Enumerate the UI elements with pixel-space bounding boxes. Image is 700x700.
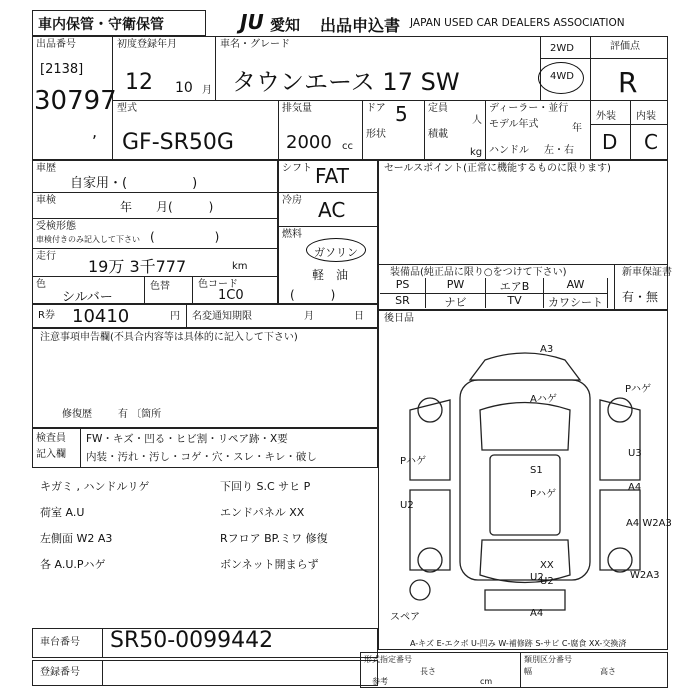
handle-label: ハンドル bbox=[489, 145, 529, 156]
reg-label: 登録番号 bbox=[40, 667, 80, 678]
paint-label: 色替 bbox=[150, 281, 170, 292]
note-line: キガミ , ハンドルリゲ bbox=[40, 480, 150, 493]
interior-value: C bbox=[644, 130, 658, 154]
color-label: 色 bbox=[36, 279, 46, 290]
cm-unit: cm bbox=[480, 677, 493, 686]
cooler-value: AC bbox=[318, 198, 346, 222]
load-label: 積載 bbox=[428, 129, 448, 140]
meigi-day: 日 bbox=[354, 311, 364, 322]
chassis-value: SR50-0099442 bbox=[110, 628, 274, 653]
storage-labels: 車内保管・守衛保管 bbox=[38, 17, 164, 33]
history-label: 車歴 bbox=[36, 163, 56, 174]
lot-number: 30797 bbox=[34, 86, 117, 116]
dealer-label: ディーラー・並行 bbox=[489, 103, 569, 114]
diagram-mark: U2 bbox=[400, 500, 414, 511]
sales-label: セールスポイント(正常に機能するものに限ります) bbox=[384, 163, 611, 174]
cc-unit: cc bbox=[342, 141, 353, 152]
fuel-gas: ガソリン bbox=[314, 246, 358, 259]
fuel-blank: ( ) bbox=[290, 288, 336, 302]
org-name: 愛知 bbox=[270, 16, 301, 34]
drive-4wd-circle bbox=[538, 62, 584, 94]
capacity-unit: 人 bbox=[472, 115, 482, 126]
door-value: 5 bbox=[395, 102, 408, 126]
equip-label: 装備品(純正品に限り○をつけて下さい) bbox=[390, 267, 567, 278]
note-line: 下回り S.C サヒ P bbox=[220, 480, 311, 493]
diagram-mark: A4 bbox=[530, 608, 544, 619]
first-reg-year: 12 bbox=[125, 70, 153, 95]
diagram-mark: Pハゲ bbox=[400, 456, 427, 467]
equipment-item: カワシート bbox=[544, 293, 608, 308]
lot-label: 出品番号 bbox=[36, 39, 76, 50]
ju-logo: JU bbox=[240, 10, 264, 34]
cc-label: 排気量 bbox=[282, 103, 312, 114]
fuel-gas-circle bbox=[306, 238, 366, 262]
check-row-2: 内装・汚れ・汚し・コゲ・穴・スレ・キレ・破し bbox=[86, 451, 317, 463]
diagram-mark: A4 bbox=[628, 482, 642, 493]
cat-label: 類別区分番号 bbox=[524, 655, 572, 664]
rken-unit: 円 bbox=[170, 311, 180, 322]
note-line: 荷室 A.U bbox=[40, 506, 85, 519]
diagram-legend: A-キズ E-エクボ U-凹み W-補修跡 S-サビ C-腐食 XX-交換済 bbox=[410, 639, 627, 648]
shaken-label: 車検 bbox=[36, 195, 56, 206]
equipment-item: ナビ bbox=[426, 293, 486, 308]
diagram-mark: A3 bbox=[540, 344, 554, 355]
handwritten-notes bbox=[40, 478, 380, 598]
receipt-value: ( ) bbox=[150, 230, 220, 244]
rating-label: 評価点 bbox=[610, 41, 640, 52]
shape-label: 形状 bbox=[366, 129, 386, 140]
diagram-mark: Pハゲ bbox=[625, 384, 652, 395]
warranty-value: 有・無 bbox=[622, 290, 659, 304]
height-label: 高さ bbox=[600, 667, 616, 676]
receipt-sub: 車検付きのみ記入して下さい bbox=[36, 235, 140, 244]
caution-label: 注意事項申告欄(不具合内容等は具体的に記入して下さい) bbox=[40, 332, 298, 343]
check-row-1: FW・キズ・凹る・ヒビ割・リペア跡・X要 bbox=[86, 433, 288, 445]
rec-label: 形式指定番号 bbox=[364, 655, 412, 664]
colorcode-label: 色コード bbox=[198, 279, 238, 290]
shaken-value: 年 月( ) bbox=[120, 200, 214, 214]
door-label: ドア bbox=[366, 103, 386, 114]
rating-value: R bbox=[618, 66, 638, 99]
chassis-label: 車台番号 bbox=[40, 637, 80, 648]
reg-box bbox=[32, 660, 378, 686]
equipment-item: エアB bbox=[486, 278, 544, 293]
drive-4wd: 4WD bbox=[550, 71, 574, 82]
rken-value: 10410 bbox=[72, 306, 130, 327]
meigi-month: 月 bbox=[304, 311, 314, 322]
inspector-label: 検査員 bbox=[36, 433, 66, 444]
capacity-label: 定員 bbox=[428, 103, 448, 114]
cc-value: 2000 bbox=[286, 132, 332, 153]
model-value: タウンエース 17 SW bbox=[232, 68, 460, 96]
color-value: シルバー bbox=[62, 290, 113, 305]
shift-value: FAT bbox=[315, 164, 350, 188]
shift-label: シフト bbox=[282, 163, 312, 174]
diagram-mark: A4 W2A3 bbox=[626, 518, 672, 529]
first-reg-label: 初度登録年月 bbox=[117, 39, 177, 50]
equipment-item: AW bbox=[544, 278, 608, 293]
mileage-unit: km bbox=[232, 261, 248, 272]
mileage-label: 走行 bbox=[36, 251, 56, 262]
equipment-item: TV bbox=[486, 293, 544, 308]
exterior-value: D bbox=[602, 130, 618, 154]
diagram-mark: XX bbox=[540, 560, 554, 571]
diagram-mark: Aハゲ bbox=[530, 394, 557, 405]
lot-bracket: [2138] bbox=[40, 62, 84, 77]
note-line: エンドパネル XX bbox=[220, 506, 305, 519]
model-label: 車名・グレード bbox=[220, 39, 290, 50]
meigi-label: 名変通知期限 bbox=[192, 311, 252, 322]
diagram-mark: U2 bbox=[540, 576, 554, 587]
note-line: 各 A.U.Pハゲ bbox=[40, 558, 106, 571]
type-label: 型式 bbox=[117, 103, 137, 114]
note-line: Rフロア BP.ミワ 修復 bbox=[220, 532, 328, 545]
colorcode-value: 1C0 bbox=[218, 288, 244, 303]
form-title: 出品申込書 bbox=[320, 16, 401, 35]
equipment-item: SR bbox=[380, 293, 426, 308]
entry-label: 記入欄 bbox=[36, 449, 66, 460]
diagram-mark: W2A3 bbox=[630, 570, 660, 581]
diagram-mark: スペア bbox=[390, 612, 420, 623]
note-line: ボンネット開まらず bbox=[220, 558, 319, 571]
exterior-label: 外装 bbox=[596, 111, 616, 122]
first-reg-month-unit: 月 bbox=[202, 85, 212, 96]
rken-label: R券 bbox=[38, 310, 55, 321]
form-subtitle: JAPAN USED CAR DEALERS ASSOCIATION bbox=[410, 17, 625, 29]
ref-label: 参考 bbox=[372, 677, 388, 686]
cooler-label: 冷房 bbox=[282, 195, 302, 206]
lot-tick: , bbox=[92, 122, 98, 141]
handle-value: 左・右 bbox=[544, 145, 574, 156]
note-line: 左側面 W2 A3 bbox=[40, 532, 113, 545]
fuel-label: 燃料 bbox=[282, 229, 302, 240]
rear-label: 後日品 bbox=[384, 313, 414, 324]
diagram-mark: U2 bbox=[530, 572, 544, 583]
diagram-marks bbox=[390, 340, 672, 630]
repair-value: 有 〔箇所 bbox=[118, 409, 162, 420]
diagram-mark: Pハゲ bbox=[530, 489, 557, 500]
interior-label: 内装 bbox=[636, 111, 656, 122]
width-label: 幅 bbox=[524, 667, 532, 676]
repair-label: 修復歴 bbox=[62, 409, 92, 420]
drive-2wd: 2WD bbox=[550, 43, 574, 54]
first-reg-month: 10 bbox=[175, 80, 193, 96]
equipment-item: PW bbox=[426, 278, 486, 293]
equipment-grid bbox=[380, 278, 612, 308]
type-value: GF-SR50G bbox=[122, 130, 234, 155]
history-value: 自家用・( ) bbox=[70, 176, 198, 191]
load-unit: kg bbox=[470, 147, 483, 158]
equipment-item: PS bbox=[380, 278, 426, 293]
model-year-label: モデル年式 bbox=[489, 119, 539, 130]
diagram-mark: S1 bbox=[530, 465, 543, 476]
length-label: 長さ bbox=[420, 667, 436, 676]
diagram-mark: U3 bbox=[628, 448, 642, 459]
mileage-value: 19万 3千777 bbox=[88, 257, 187, 276]
receipt-label: 受検形態 bbox=[36, 221, 76, 232]
model-year-unit: 年 bbox=[572, 123, 582, 134]
fuel-diesel: 軽 油 bbox=[312, 268, 349, 282]
warranty-label: 新車保証書 bbox=[622, 267, 672, 278]
